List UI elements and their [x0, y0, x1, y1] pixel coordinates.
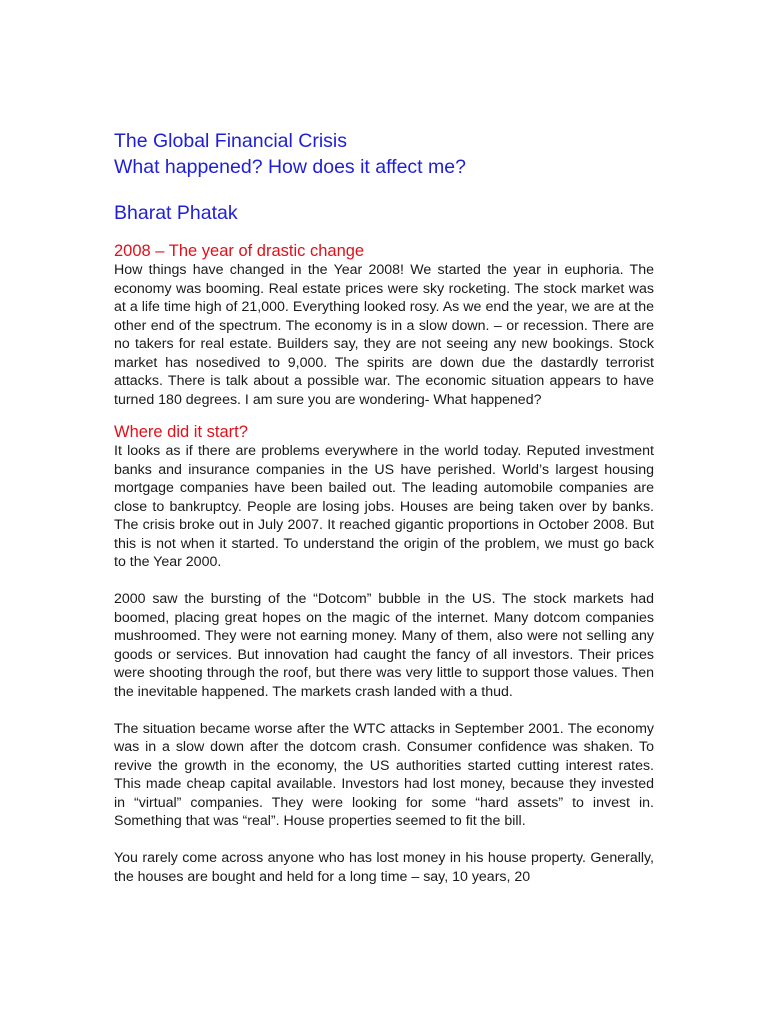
document-subtitle: What happened? How does it affect me? — [114, 156, 466, 178]
paragraph: How things have changed in the Year 2008! We started the year in euphoria. The economy was booming. Real estate prices were sky rocketing. The stock market was at a life time high of 21,000. Everything looked rosy. As we end the year, we are at the other end of the spectrum. The economy is in a slow down. – or recession. There are no takers for real estate. Builders say, they are not seeing any new bookings. Stock market has nosedived to 9,000. The spirits are down due the dastardly terrorist attacks. There is talk about a possible war. The economic situation appears to have turned 180 degrees. I am sure you are wondering- What happened? — [114, 262, 654, 408]
paragraph: 2000 saw the bursting of the “Dotcom” bubble in the US. The stock markets had boomed, placing great hopes on the magic of the internet. Many dotcom companies mushroomed. They were not earning money. Many of them, also were not selling any goods or services. But innovation had caught the fancy of all investors. Their prices were shooting through the roof, but there was very little to support those values. Then the inevitable happened. The markets crash landed with a thud. — [114, 591, 654, 700]
section-heading: Where did it start? — [114, 423, 248, 441]
section-heading: 2008 – The year of drastic change — [114, 242, 365, 260]
paragraph: The situation became worse after the WTC attacks in September 2001. The economy was in a slow down after the dotcom crash. Consumer confidence was shaken. To revive the growth in the economy, the US authorities started cutting interest rates. This made cheap capital available. Investors had lost money, because they invested in “virtual” companies. They were looking for some “hard assets” to invest in. Something that was “real”. House properties seemed to fit the bill. — [114, 720, 654, 829]
paragraph: It looks as if there are problems everywhere in the world today. Reputed investment banks and insurance companies in the US have perished. World’s largest housing mortgage companies have been bailed out. The leading automobile companies are close to bankruptcy. People are losing jobs. Houses are being taken over by banks. The crisis broke out in July 2007. It reached gigantic proportions in October 2008. But this is not when it started. To understand the origin of the problem, we must go back to the Year 2000. — [114, 443, 654, 570]
document-page — [114, 128, 654, 886]
author-name: Bharat Phatak — [114, 202, 238, 224]
document-title: The Global Financial Crisis — [114, 130, 348, 152]
paragraph: You rarely come across anyone who has lost money in his house property. Generally, the houses are bought and held for a long time – say, 10 years, 20 — [114, 850, 654, 885]
